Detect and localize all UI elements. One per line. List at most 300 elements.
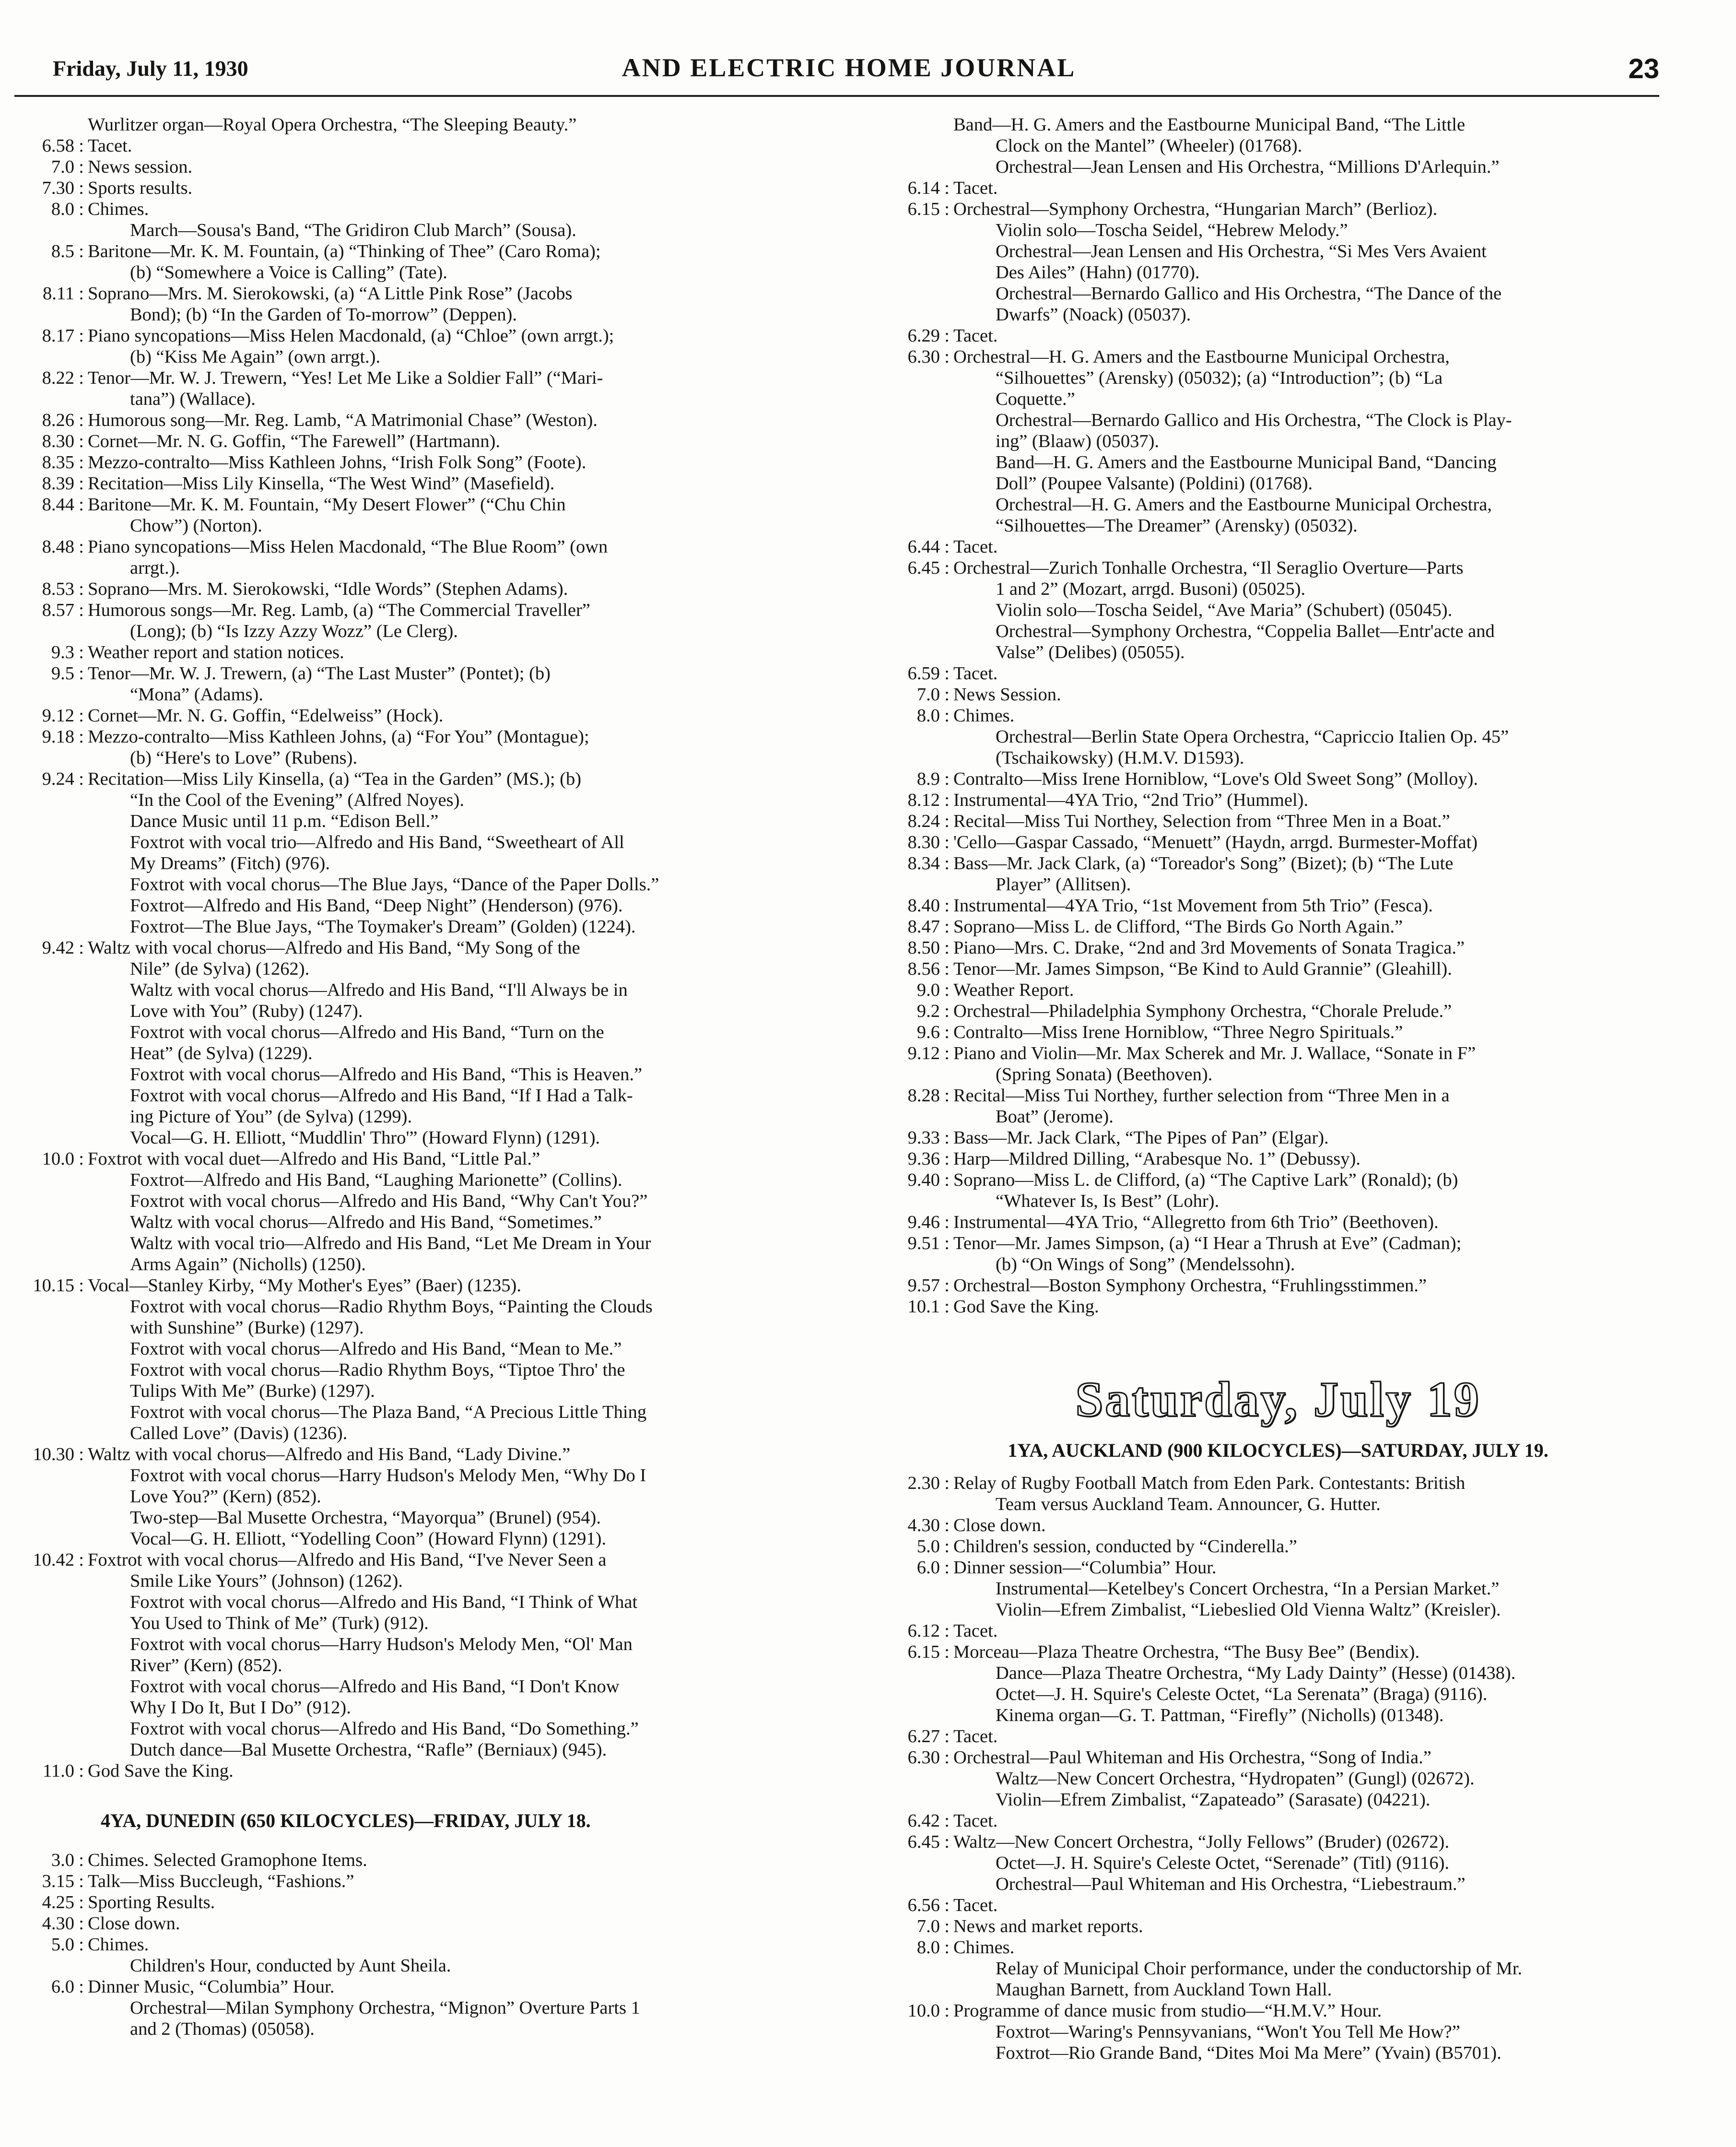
program-time: 9.33 : <box>907 1128 950 1148</box>
program-time-value: 7.0 <box>916 1916 940 1936</box>
program-line: Morceau—Plaza Theatre Orchestra, “The Busy Bee” (Bendix). <box>953 1642 1420 1662</box>
program-entry <box>7 1549 832 1760</box>
program-line: Violin solo—Toscha Seidel, “Hebrew Melody.” <box>996 220 1348 240</box>
program-line: Foxtrot with vocal chorus—The Plaza Band, “A Precious Little Thing <box>130 1402 647 1422</box>
program-time: 8.9 : <box>916 769 950 789</box>
program-line: Orchestral—Paul Whiteman and His Orchestra, “Liebestraum.” <box>996 1874 1466 1894</box>
program-line: Children's session, conducted by “Cinderella.” <box>953 1536 1297 1557</box>
program-time: 7.0 : <box>916 684 950 705</box>
program-entry <box>873 1557 1683 1620</box>
program-line: Des Ailes” (Hahn) (01770). <box>996 262 1200 283</box>
program-entry <box>873 1212 1683 1233</box>
program-line: Orchestral—Paul Whiteman and His Orchestra, “Song of India.” <box>953 1747 1431 1768</box>
program-line: Orchestral—Bernardo Gallico and His Orchestra, “The Clock is Play- <box>996 410 1512 430</box>
program-time-value: 9.2 <box>916 1001 940 1021</box>
program-line: (Spring Sonata) (Beethoven). <box>996 1064 1213 1085</box>
program-line: Sports results. <box>88 178 193 198</box>
program-line: Orchestral—Jean Lensen and His Orchestra, “Si Mes Vers Avaient <box>996 241 1487 261</box>
program-line: Close down. <box>953 1515 1046 1535</box>
program-time-value: 10.1 <box>907 1297 940 1317</box>
program-line: Coquette.” <box>996 389 1075 409</box>
program-time-value: 5.0 <box>916 1536 940 1557</box>
program-time: 4.25 : <box>42 1892 84 1912</box>
program-line: Vocal—Stanley Kirby, “My Mother's Eyes” (Baer) (1235). <box>88 1275 521 1296</box>
program-time: 7.0 : <box>916 1916 950 1936</box>
program-time: 8.17 : <box>42 326 84 346</box>
program-entry <box>873 895 1683 916</box>
program-time-value: 7.30 <box>42 178 74 198</box>
program-line: Chimes. <box>88 199 149 219</box>
program-entry <box>7 1934 832 1976</box>
program-time-value: 8.0 <box>916 706 940 726</box>
program-line: Arms Again” (Nicholls) (1250). <box>130 1254 366 1274</box>
program-time: 6.45 : <box>907 558 950 578</box>
program-line: (Long); (b) “Is Izzy Azzy Wozz” (Le Clerg). <box>130 621 458 641</box>
program-time: 6.30 : <box>907 1747 950 1768</box>
program-entry <box>873 177 1683 199</box>
program-line: Tenor—Mr. W. J. Trewern, (a) “The Last Muster” (Pontet); (b) <box>88 663 551 684</box>
program-line: Orchestral—Berlin State Opera Orchestra, “Capriccio Italien Op. 45” <box>996 727 1509 747</box>
program-line: Soprano—Mrs. M. Sierokowski, (a) “A Little Pink Rose” (Jacobs <box>88 283 573 304</box>
program-time: 8.57 : <box>42 600 84 620</box>
program-time: 8.28 : <box>907 1085 950 1106</box>
program-line: Orchestral—Boston Symphony Orchestra, “Fruhlingsstimmen.” <box>953 1275 1427 1296</box>
program-entry <box>7 705 832 726</box>
program-time-value: 8.34 <box>907 853 940 873</box>
program-time: 6.0 : <box>916 1557 950 1578</box>
header-rule <box>14 95 1659 97</box>
program-line: Baritone—Mr. K. M. Fountain, (a) “Thinking of Thee” (Caro Roma); <box>88 241 601 261</box>
right-program-list <box>873 114 1683 1317</box>
program-line: Foxtrot with vocal chorus—Radio Rhythm Boys, “Tiptoe Thro' the <box>130 1360 625 1380</box>
program-time-value: 6.45 <box>907 558 940 578</box>
program-time-value: 6.56 <box>907 1895 940 1915</box>
program-line: Chimes. <box>953 706 1015 726</box>
program-line: Instrumental—4YA Trio, “1st Movement from 5th Trio” (Fesca). <box>953 896 1433 916</box>
program-entry <box>873 1148 1683 1169</box>
page-number: 23 <box>1628 53 1659 84</box>
program-time-value: 7.0 <box>916 684 940 705</box>
program-time: 10.0 : <box>42 1149 84 1169</box>
program-line: Dutch dance—Bal Musette Orchestra, “Rafle” (Berniaux) (945). <box>130 1740 607 1760</box>
program-entry <box>873 1085 1683 1127</box>
program-line: Piano syncopations—Miss Helen Macdonald, (a) “Chloe” (own arrgt.); <box>88 326 614 346</box>
program-line: Foxtrot with vocal chorus—Alfredo and His Band, “Turn on the <box>130 1022 604 1042</box>
program-time-value: 8.11 <box>43 283 74 304</box>
program-time: 6.29 : <box>907 326 950 346</box>
program-line: Mezzo-contralto—Miss Kathleen Johns, “Irish Folk Song” (Foote). <box>88 452 586 472</box>
program-line: Waltz with vocal trio—Alfredo and His Band, “Let Me Dream in Your <box>130 1233 651 1253</box>
program-time-value: 8.0 <box>51 199 74 219</box>
program-line: Vocal—G. H. Elliott, “Yodelling Coon” (Howard Flynn) (1291). <box>130 1529 607 1549</box>
program-line: Foxtrot—Alfredo and His Band, “Laughing Marionette” (Collins). <box>130 1170 622 1190</box>
program-time: 4.30 : <box>42 1913 84 1934</box>
program-time: 9.51 : <box>907 1233 950 1253</box>
program-time: 10.42 : <box>33 1550 84 1570</box>
program-line: Violin—Efrem Zimbalist, “Zapateado” (Sarasate) (04221). <box>996 1790 1431 1810</box>
program-line: Waltz with vocal chorus—Alfredo and His Band, “Lady Divine.” <box>88 1444 571 1464</box>
program-time-value: 10.42 <box>33 1550 74 1570</box>
program-line: Orchestral—Jean Lensen and His Orchestra, “Millions D'Arlequin.” <box>996 157 1500 177</box>
publication-title: AND ELECTRIC HOME JOURNAL <box>622 53 1076 82</box>
right-column <box>873 114 1683 2064</box>
program-time-value: 8.12 <box>907 790 940 810</box>
program-entry <box>873 937 1683 958</box>
program-time: 9.5 : <box>51 663 84 684</box>
program-time-value: 9.0 <box>916 980 940 1000</box>
program-line: Tacet. <box>953 178 998 198</box>
program-line: Relay of Municipal Choir performance, under the conductorship of Mr. <box>996 1958 1523 1979</box>
program-entry <box>873 663 1683 684</box>
program-time: 8.26 : <box>42 410 84 430</box>
program-line: Foxtrot with vocal duet—Alfredo and His Band, “Little Pal.” <box>88 1149 540 1169</box>
program-line: Nile” (de Sylva) (1262). <box>130 959 310 979</box>
program-line: “In the Cool of the Evening” (Alfred Noyes). <box>130 790 465 810</box>
program-entry <box>7 1444 832 1549</box>
program-line: Called Love” (Davis) (1236). <box>130 1423 348 1443</box>
program-line: God Save the King. <box>953 1297 1099 1317</box>
right-station-program-list <box>873 1473 1683 2064</box>
program-line: Tacet. <box>953 537 998 557</box>
program-line: Foxtrot with vocal chorus—Alfredo and His Band, “Do Something.” <box>130 1719 639 1739</box>
program-time: 9.24 : <box>42 769 84 789</box>
program-entry <box>7 135 832 156</box>
program-entry <box>873 1536 1683 1557</box>
program-entry <box>7 642 832 663</box>
program-time-value: 6.0 <box>51 1977 74 1997</box>
program-time: 5.0 : <box>916 1536 950 1557</box>
program-time-value: 6.59 <box>907 663 940 684</box>
program-entry <box>7 1976 832 2040</box>
program-line: Waltz—New Concert Orchestra, “Jolly Fellows” (Bruder) (02672). <box>953 1832 1449 1852</box>
program-time: 9.46 : <box>907 1212 950 1232</box>
program-entry <box>873 1831 1683 1895</box>
program-line: Soprano—Miss L. de Clifford, “The Birds Go North Again.” <box>953 917 1403 937</box>
program-time-value: 6.27 <box>907 1726 940 1746</box>
program-line: (b) “Somewhere a Voice is Calling” (Tate). <box>130 262 447 283</box>
program-time: 9.12 : <box>907 1043 950 1063</box>
program-time-value: 8.56 <box>907 959 940 979</box>
program-entry <box>873 1810 1683 1831</box>
program-time: 6.45 : <box>907 1832 950 1852</box>
program-time: 2.30 : <box>907 1473 950 1493</box>
program-line: “Silhouettes” (Arensky) (05032); (a) “Introduction”; (b) “La <box>996 368 1443 388</box>
program-time: 11.0 : <box>43 1761 84 1781</box>
program-entry <box>7 494 832 536</box>
program-time: 9.40 : <box>907 1170 950 1190</box>
program-entry <box>7 114 832 135</box>
program-line: Foxtrot with vocal chorus—Alfredo and His Band, “If I Had a Talk- <box>130 1085 633 1106</box>
program-line: Foxtrot with vocal chorus—Harry Hudson's Melody Men, “Ol' Man <box>130 1634 633 1654</box>
program-entry <box>873 853 1683 895</box>
program-line: Tacet. <box>88 136 132 156</box>
program-time-value: 9.42 <box>42 938 74 958</box>
program-line: Tenor—Mr. James Simpson, (a) “I Hear a Thrush at Eve” (Cadman); <box>953 1233 1462 1253</box>
program-line: Foxtrot—Alfredo and His Band, “Deep Night” (Henderson) (976). <box>130 896 623 916</box>
program-time: 8.47 : <box>907 917 950 937</box>
program-line: 1 and 2” (Mozart, arrgd. Busoni) (05025). <box>996 579 1306 599</box>
program-time: 6.15 : <box>907 199 950 219</box>
program-time-value: 8.35 <box>42 452 74 472</box>
program-time-value: 9.33 <box>907 1128 940 1148</box>
program-line: Foxtrot with vocal chorus—Alfredo and His Band, “Mean to Me.” <box>130 1339 622 1359</box>
program-entry <box>873 832 1683 853</box>
program-line: (b) “Here's to Love” (Rubens). <box>130 748 358 768</box>
program-line: Band—H. G. Amers and the Eastbourne Municipal Band, “Dancing <box>996 452 1497 472</box>
program-time: 8.53 : <box>42 579 84 599</box>
program-time-value: 4.25 <box>42 1892 74 1912</box>
program-entry <box>7 1760 832 1781</box>
program-time-value: 6.12 <box>907 1621 940 1641</box>
program-time-value: 8.26 <box>42 410 74 430</box>
program-time-value: 4.30 <box>907 1515 940 1535</box>
program-time-value: 9.6 <box>916 1022 940 1042</box>
program-line: Foxtrot—The Blue Jays, “The Toymaker's Dream” (Golden) (1224). <box>130 917 636 937</box>
program-line: Foxtrot with vocal chorus—The Blue Jays, “Dance of the Paper Dolls.” <box>130 874 659 895</box>
program-time: 6.14 : <box>907 178 950 198</box>
program-time-value: 10.15 <box>33 1275 74 1296</box>
program-time-value: 6.29 <box>907 326 940 346</box>
program-line: arrgt.). <box>130 558 180 578</box>
program-time-value: 9.40 <box>907 1170 940 1190</box>
program-entry <box>873 958 1683 979</box>
program-line: Orchestral—H. G. Amers and the Eastbourne Municipal Orchestra, <box>953 347 1450 367</box>
program-line: Close down. <box>88 1913 180 1934</box>
program-entry <box>873 916 1683 937</box>
program-time: 6.44 : <box>907 537 950 557</box>
program-line: Tacet. <box>953 1726 998 1746</box>
program-entry <box>873 325 1683 346</box>
program-time-value: 8.9 <box>916 769 940 789</box>
program-time-value: 6.30 <box>907 347 940 367</box>
program-time-value: 6.44 <box>907 537 940 557</box>
program-entry <box>7 663 832 705</box>
program-line: Clock on the Mantel” (Wheeler) (01768). <box>996 136 1302 156</box>
program-entry <box>873 790 1683 811</box>
program-time: 8.30 : <box>907 832 950 852</box>
program-entry <box>7 410 832 431</box>
program-line: Baritone—Mr. K. M. Fountain, “My Desert Flower” (“Chu Chin <box>88 495 566 515</box>
program-time: 9.18 : <box>42 727 84 747</box>
program-line: Foxtrot with vocal chorus—Alfredo and His Band, “I've Never Seen a <box>88 1550 607 1570</box>
program-line: Foxtrot—Waring's Pennsyvanians, “Won't You Tell Me How?” <box>996 2022 1460 2042</box>
issue-date: Friday, July 11, 1930 <box>53 56 248 81</box>
program-time-value: 6.45 <box>907 1832 940 1852</box>
program-line: Recitation—Miss Lily Kinsella, “The West Wind” (Masefield). <box>88 473 555 494</box>
program-time-value: 8.5 <box>51 241 74 261</box>
program-line: Chow”) (Norton). <box>130 516 262 536</box>
program-entry <box>873 1747 1683 1810</box>
program-line: Wurlitzer organ—Royal Opera Orchestra, “The Sleeping Beauty.” <box>88 115 577 135</box>
program-time-value: 8.39 <box>42 473 74 494</box>
program-line: Programme of dance music from studio—“H.M.V.” Hour. <box>953 2001 1382 2021</box>
program-entry <box>7 1275 832 1444</box>
program-line: Boat” (Jerome). <box>996 1107 1114 1127</box>
program-time-value: 8.0 <box>916 1937 940 1958</box>
program-line: Foxtrot with vocal chorus—Harry Hudson's Melody Men, “Why Do I <box>130 1465 646 1486</box>
program-line: Recital—Miss Tui Northey, Selection from “Three Men in a Boat.” <box>953 811 1450 831</box>
program-line: Orchestral—Zurich Tonhalle Orchestra, “Il Seraglio Overture—Parts <box>953 558 1464 578</box>
program-line: Tenor—Mr. W. J. Trewern, “Yes! Let Me Like a Soldier Fall” (“Mari- <box>88 368 603 388</box>
program-entry <box>873 705 1683 768</box>
program-entry <box>7 726 832 768</box>
program-line: Bass—Mr. Jack Clark, “The Pipes of Pan” (Elgar). <box>953 1128 1329 1148</box>
program-entry <box>7 431 832 452</box>
program-time-value: 10.0 <box>907 2001 940 2021</box>
program-line: Humorous song—Mr. Reg. Lamb, “A Matrimonial Chase” (Weston). <box>88 410 598 430</box>
program-time-value: 8.30 <box>42 431 74 451</box>
program-entry <box>873 1127 1683 1148</box>
program-time: 9.12 : <box>42 706 84 726</box>
program-line: Foxtrot with vocal chorus—Alfredo and His Band, “This is Heaven.” <box>130 1064 643 1085</box>
program-line: Octet—J. H. Squire's Celeste Octet, “La Serenata” (Braga) (9116). <box>996 1684 1488 1704</box>
program-time: 8.50 : <box>907 938 950 958</box>
program-time: 8.24 : <box>907 811 950 831</box>
program-time-value: 9.24 <box>42 769 74 789</box>
program-line: Foxtrot with vocal chorus—Alfredo and His Band, “I Don't Know <box>130 1676 620 1697</box>
program-line: Talk—Miss Buccleugh, “Fashions.” <box>88 1871 354 1891</box>
program-line: Harp—Mildred Dilling, “Arabesque No. 1” (Debussy). <box>953 1149 1361 1169</box>
program-line: God Save the King. <box>88 1761 234 1781</box>
program-time-value: 9.36 <box>907 1149 940 1169</box>
program-line: Maughan Barnett, from Auckland Town Hall. <box>996 1980 1332 2000</box>
program-time-value: 3.15 <box>42 1871 74 1891</box>
program-entry <box>7 578 832 600</box>
program-time: 9.3 : <box>51 642 84 662</box>
program-time-value: 5.0 <box>51 1935 74 1955</box>
program-time: 8.48 : <box>42 537 84 557</box>
program-line: “Silhouettes—The Dreamer” (Arensky) (05032). <box>996 516 1358 536</box>
program-line: Heat” (de Sylva) (1229). <box>130 1043 313 1063</box>
program-time-value: 7.0 <box>51 157 74 177</box>
program-entry <box>873 1233 1683 1275</box>
program-line: Children's Hour, conducted by Aunt Sheila. <box>130 1956 451 1976</box>
program-line: Tacet. <box>953 1811 998 1831</box>
program-entry <box>7 367 832 410</box>
program-time: 8.0 : <box>51 199 84 219</box>
program-time: 9.2 : <box>916 1001 950 1021</box>
program-time: 5.0 : <box>51 1935 84 1955</box>
program-time-value: 8.40 <box>907 896 940 916</box>
left-program-list <box>7 114 832 1781</box>
program-entry <box>873 346 1683 536</box>
program-time-value: 9.3 <box>51 642 74 662</box>
program-time-value: 8.48 <box>42 537 74 557</box>
program-line: Piano—Mrs. C. Drake, “2nd and 3rd Movements of Sonata Tragica.” <box>953 938 1465 958</box>
program-line: Contralto—Miss Irene Horniblow, “Three Negro Spirituals.” <box>953 1022 1403 1042</box>
program-entry <box>873 199 1683 325</box>
program-entry <box>873 1620 1683 1641</box>
program-time-value: 8.22 <box>42 368 74 388</box>
program-line: Tacet. <box>953 1621 998 1641</box>
program-time-value: 4.30 <box>42 1913 74 1934</box>
program-time-value: 11.0 <box>43 1761 74 1781</box>
program-line: Waltz with vocal chorus—Alfredo and His Band, “My Song of the <box>88 938 580 958</box>
program-line: Dinner Music, “Columbia” Hour. <box>88 1977 335 1997</box>
program-time-value: 8.30 <box>907 832 940 852</box>
program-entry <box>873 768 1683 790</box>
page-header <box>38 53 1659 96</box>
program-line: March—Sousa's Band, “The Gridiron Club March” (Sousa). <box>130 220 576 240</box>
program-time: 8.5 : <box>51 241 84 261</box>
program-entry <box>7 1871 832 1892</box>
program-time: 4.30 : <box>907 1515 950 1535</box>
program-time-value: 8.47 <box>907 917 940 937</box>
program-time-value: 9.18 <box>42 727 74 747</box>
program-line: Instrumental—Ketelbey's Concert Orchestra, “In a Persian Market.” <box>996 1579 1500 1599</box>
program-entry <box>7 241 832 283</box>
program-line: (Tschaikowsky) (H.M.V. D1593). <box>996 748 1244 768</box>
program-entry <box>873 684 1683 705</box>
program-line: Team versus Auckland Team. Announcer, G. Hutter. <box>996 1494 1381 1514</box>
program-line: Why I Do It, But I Do” (912). <box>130 1698 351 1718</box>
program-line: (b) “On Wings of Song” (Mendelssohn). <box>996 1254 1295 1274</box>
program-time-value: 9.51 <box>907 1233 940 1253</box>
program-time-value: 9.57 <box>907 1275 940 1296</box>
program-entry <box>873 1473 1683 1515</box>
program-time-value: 8.53 <box>42 579 74 599</box>
program-line: Weather report and station notices. <box>88 642 344 662</box>
program-entry <box>873 1937 1683 2000</box>
program-line: Bass—Mr. Jack Clark, (a) “Toreador's Song” (Bizet); (b) “The Lute <box>953 853 1454 873</box>
program-line: Octet—J. H. Squire's Celeste Octet, “Serenade” (Titl) (9116). <box>996 1853 1450 1873</box>
program-time-value: 9.46 <box>907 1212 940 1232</box>
program-line: Player” (Allitsen). <box>996 874 1131 895</box>
program-time-value: 10.0 <box>42 1149 74 1169</box>
program-line: Love with You” (Ruby) (1247). <box>130 1001 363 1021</box>
program-time-value: 9.5 <box>51 663 74 684</box>
program-time-value: 6.58 <box>42 136 74 156</box>
program-time: 6.15 : <box>907 1642 950 1662</box>
program-line: Humorous songs—Mr. Reg. Lamb, (a) “The Commercial Traveller” <box>88 600 590 620</box>
program-entry <box>873 536 1683 557</box>
program-time: 8.40 : <box>907 896 950 916</box>
program-time: 8.56 : <box>907 959 950 979</box>
left-station-program-list <box>7 1850 832 2040</box>
program-line: Tacet. <box>953 326 998 346</box>
program-line: Soprano—Miss L. de Clifford, (a) “The Captive Lark” (Ronald); (b) <box>953 1170 1458 1190</box>
program-line: Chimes. Selected Gramophone Items. <box>88 1850 367 1870</box>
program-time: 10.15 : <box>33 1275 84 1296</box>
program-line: Two-step—Bal Musette Orchestra, “Mayorqua” (Brunel) (954). <box>130 1508 601 1528</box>
program-time: 8.44 : <box>42 495 84 515</box>
program-entry <box>873 1515 1683 1536</box>
program-time: 3.0 : <box>51 1850 84 1870</box>
program-time-value: 6.42 <box>907 1811 940 1831</box>
program-entry <box>873 1022 1683 1043</box>
program-time: 9.42 : <box>42 938 84 958</box>
program-line: Violin solo—Toscha Seidel, “Ave Maria” (Schubert) (05045). <box>996 600 1453 620</box>
program-time: 6.59 : <box>907 663 950 684</box>
program-line: Chimes. <box>953 1937 1015 1958</box>
program-time: 6.56 : <box>907 1895 950 1915</box>
program-entry <box>873 2000 1683 2064</box>
program-time: 8.30 : <box>42 431 84 451</box>
program-entry <box>873 1043 1683 1085</box>
program-line: Instrumental—4YA Trio, “2nd Trio” (Hummel). <box>953 790 1309 810</box>
program-entry <box>873 1275 1683 1296</box>
program-line: News Session. <box>953 684 1061 705</box>
program-entry <box>7 156 832 177</box>
program-time-value: 9.12 <box>42 706 74 726</box>
program-line: Dinner session—“Columbia” Hour. <box>953 1557 1217 1578</box>
program-entry <box>873 1296 1683 1317</box>
program-entry <box>7 536 832 578</box>
program-time-value: 8.17 <box>42 326 74 346</box>
program-time-value: 6.15 <box>907 1642 940 1662</box>
program-line: Contralto—Miss Irene Horniblow, “Love's Old Sweet Song” (Molloy). <box>953 769 1478 789</box>
program-time-value: 6.30 <box>907 1747 940 1768</box>
